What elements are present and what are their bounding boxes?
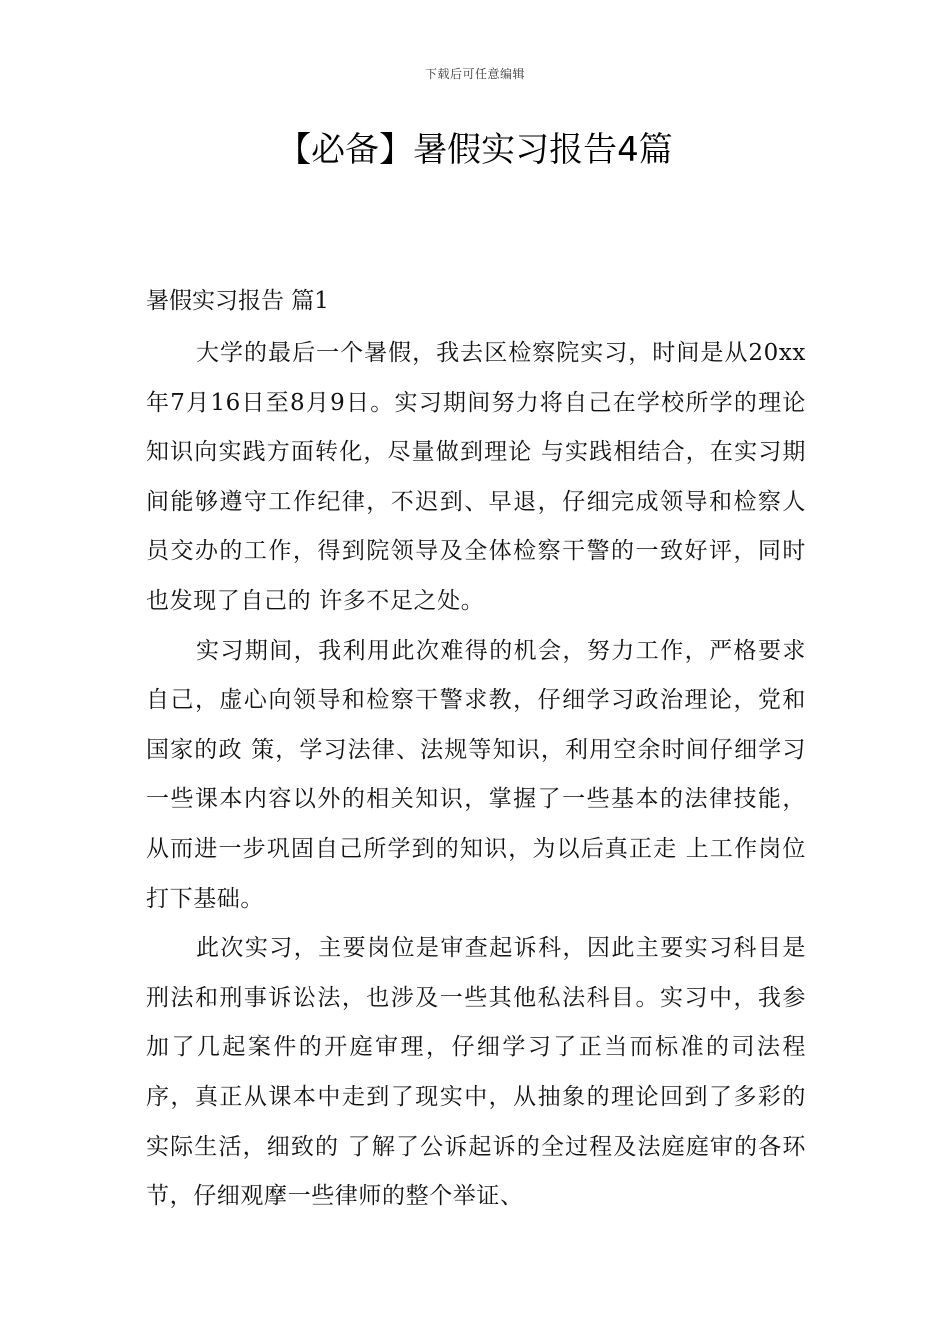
paragraph-2: 实习期间，我利用此次难得的机会，努力工作，严格要求自己，虚心向领导和检察干警求教，仔细学习政治理论，党和国家的政 策，学习法律、法规等知识，利用空余时间仔细学习一些课本内容以外的相关知识，掌握了一些基本的法律技能，从而进一步巩固自己所学到的知识，为以后真正走 上工作岗位打下基础。 [146,637,806,912]
body-text [146,329,806,1222]
paragraph-3: 此次实习，主要岗位是审查起诉科，因此主要实习科目是刑法和刑事诉讼法，也涉及一些其他私法科目。实习中，我参加了几起案件的开庭审理，仔细学习了正当而标准的司法程序，真正从课本中走到了现实中，从抽象的理论回到了多彩的实际生活，细致的 了解了公诉起诉的全过程及法庭庭审的各环节，仔细观摩一些律师的整个举证、 [146,935,806,1210]
section-heading: 暑假实习报告 篇1 [146,288,329,314]
document-title: 【必备】暑假实习报告4篇 [277,130,673,170]
header-note: 下载后可任意编辑 [424,67,525,81]
paragraph-1: 大学的最后一个暑假，我去区检察院实习，时间是从20xx年7月16日至8月9日。实习期间努力将自己在学校所学的理论知识向实践方面转化，尽量做到理论 与实践相结合，在实习期间能够遵守工作纪律，不迟到、早退，仔细完成领导和检察人员交办的工作，得到院领导及全体检察干警的一致好评，同时也发现了自己的 许多不足之处。 [146,340,806,614]
